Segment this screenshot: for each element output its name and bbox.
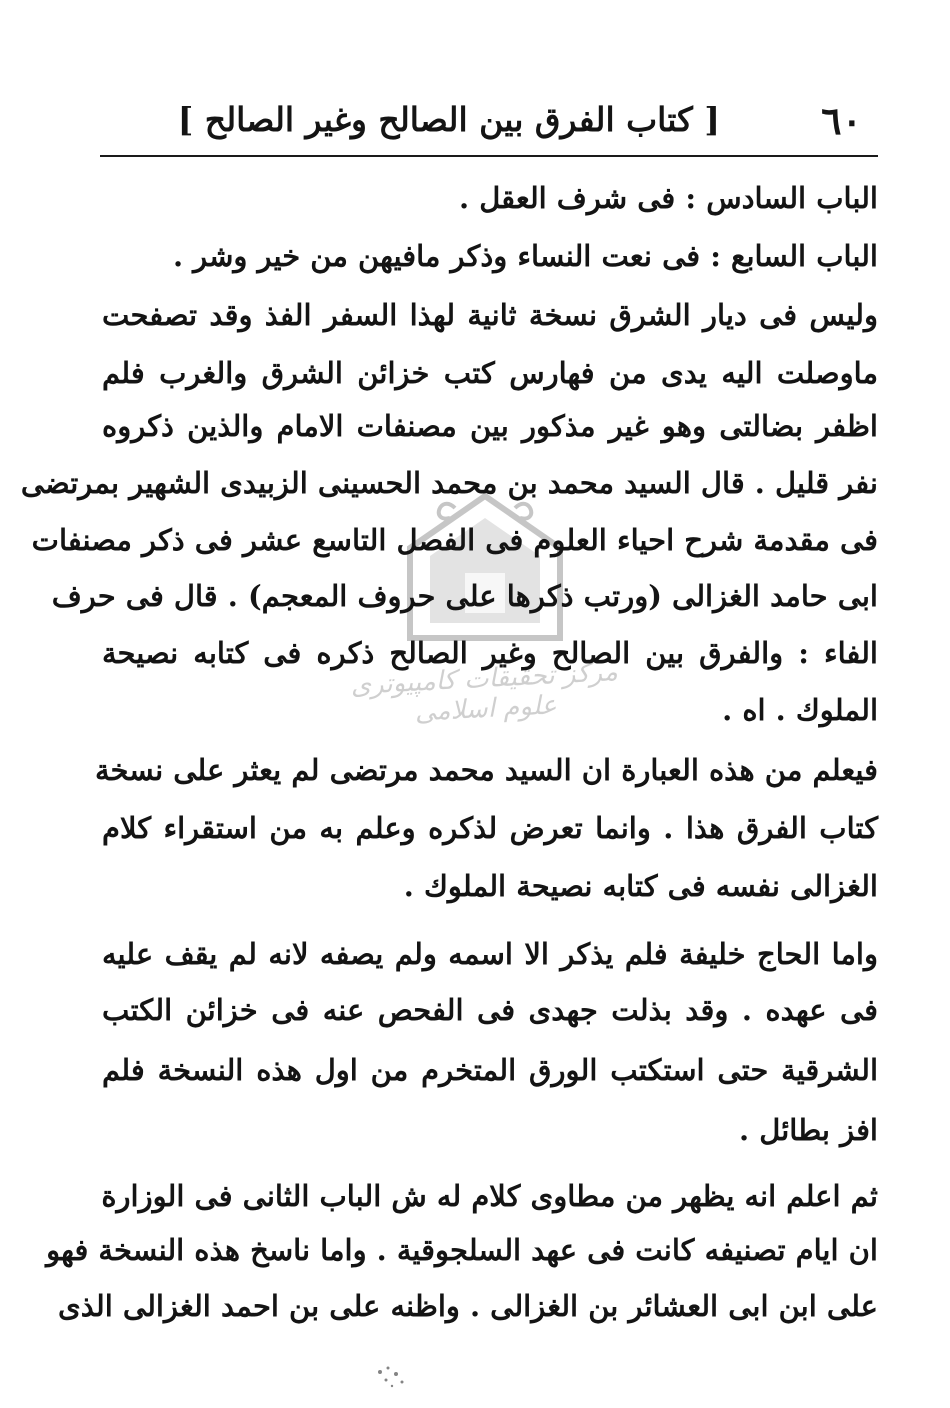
text-line: الغزالى نفسه فى كتابه نصيحة الملوك . — [403, 869, 878, 903]
page-header — [100, 92, 870, 152]
text-line: فيعلم من هذه العبارة ان السيد محمد مرتضى لم يعثر على نسخة — [94, 753, 878, 787]
text-line: كتاب الفرق هذا . وانما تعرض لذكره وعلم به من استقراء كلام — [102, 811, 878, 845]
running-title: [ كتاب الفرق بين الصالح وغير الصالح ] — [177, 100, 720, 139]
watermark-caption: مرکز تحقیقات کامپیوتری علوم اسلامی — [349, 657, 619, 728]
text-line: الفاء : والفرق بين الصالح وغير الصالح ذكره فى كتابه نصيحة — [102, 636, 878, 670]
text-line: ماوصلت اليه يدى من فهارس كتب خزائن الشرق والغرب فلم — [102, 356, 878, 390]
ornament-icon — [372, 1362, 412, 1392]
text-line: فى مقدمة شرح احياء العلوم فى الفصل التاسع عشر فى ذكر مصنفات — [31, 523, 878, 557]
text-line: وليس فى ديار الشرق نسخة ثانية لهذا السفر الفذ وقد تصفحت — [102, 298, 878, 332]
text-line: الباب السابع : فى نعت النساء وذكر مافيهن من خير وشر . — [172, 239, 878, 273]
text-line: الملوك . اه . — [722, 693, 878, 727]
text-line: ان ايام تصنيفه كانت فى عهد السلجوقية . واما ناسخ هذه النسخة فهو — [46, 1233, 878, 1267]
text-line: الشرقية حتى استكتب الورق المتخرم من اول هذه النسخة فلم — [102, 1053, 878, 1087]
header-rule — [100, 155, 878, 157]
text-line: واما الحاج خليفة فلم يذكر الا اسمه ولم يصفه لانه لم يقف عليه — [102, 937, 878, 971]
text-line: ابى حامد الغزالى (ورتب ذكرها على حروف المعجم) . قال فى حرف — [51, 579, 878, 613]
text-line: فى عهده . وقد بذلت جهدى فى الفحص عنه فى خزائن الكتب — [102, 993, 878, 1027]
text-line: افز بطائل . — [739, 1113, 878, 1147]
page-number: ٦٠ — [821, 98, 862, 143]
text-line: الباب السادس : فى شرف العقل . — [459, 181, 878, 215]
text-line: اظفر بضالتى وهو غير مذكور بين مصنفات الامام والذين ذكروه — [102, 409, 878, 443]
text-line: نفر قليل . قال السيد محمد بن محمد الحسينى الزبيدى الشهير بمرتضى — [20, 466, 878, 500]
text-line: ثم اعلم انه يظهر من مطاوى كلام له ش الباب الثانى فى الوزارة — [101, 1179, 878, 1213]
text-line: على ابن ابى العشائر بن الغزالى . واظنه على بن احمد الغزالى الذى — [58, 1289, 878, 1323]
